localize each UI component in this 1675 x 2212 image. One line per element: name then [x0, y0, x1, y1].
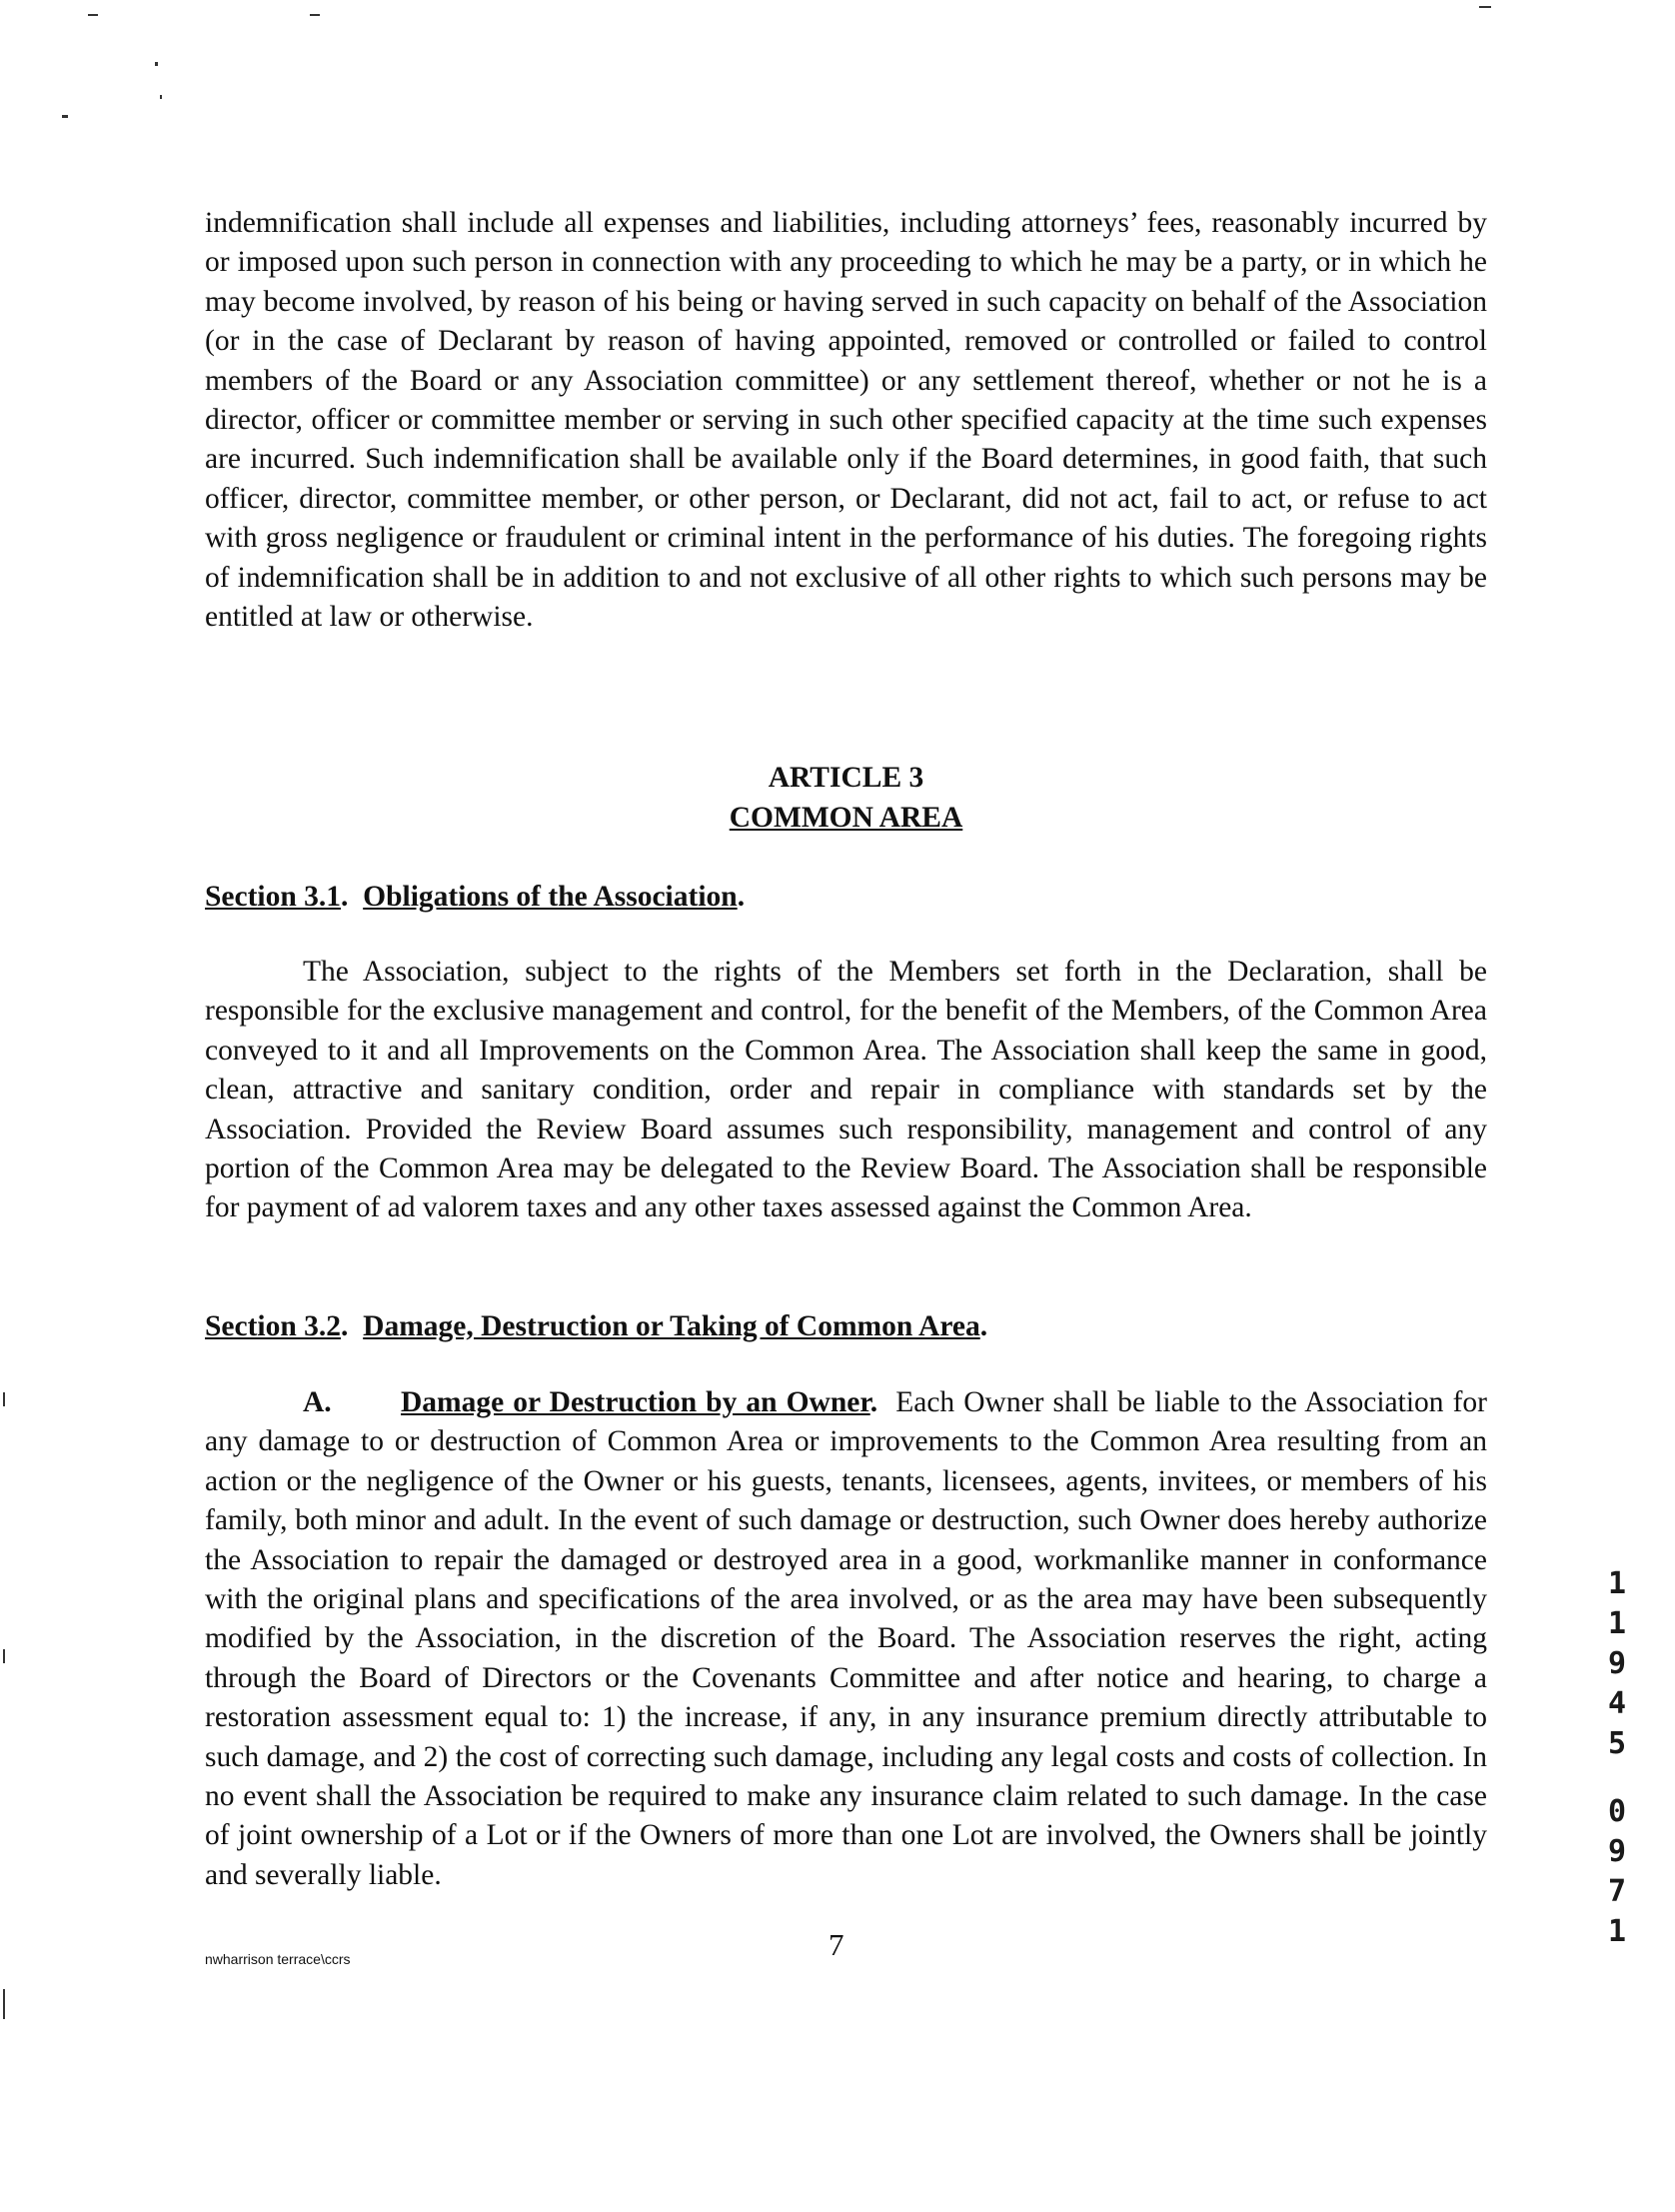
article-heading	[205, 758, 1487, 838]
scan-speck	[155, 62, 158, 66]
subsection-a-title: Damage or Destruction by an Owner	[401, 1386, 870, 1418]
stamp-digit: 1	[1607, 1606, 1627, 1641]
section-3-2-heading: Section 3.2. Damage, Destruction or Taking of Common Area.	[205, 1310, 988, 1342]
scan-speck	[3, 1392, 5, 1406]
footer-file-path: nwharrison terrace\ccrs	[205, 1951, 351, 1967]
section-3-1-text: The Association, subject to the rights of the Members set forth in the Declaration, shall be responsible for the exclusive management and control, for the benefit of the Members, of the Common Area conveyed to it and all Improvements on the Common Area. The Association shall keep the same in good, clean, attractive and sanitary condition, order and repair in compliance with standards set by the Association. Provided the Review Board assumes such responsibility, management and control of any portion of the Common Area may be delegated to the Review Board. The Association shall be responsible for payment of ad valorem taxes and any other taxes assessed against the Common Area.	[205, 956, 1487, 1224]
stamp-digit: 1	[1607, 1566, 1627, 1601]
stamp-digit: 9	[1607, 1834, 1627, 1869]
article-number: ARTICLE 3	[768, 762, 924, 794]
section-3-2-label: Section 3.2	[205, 1310, 342, 1342]
stamp-digit: 0	[1607, 1794, 1627, 1829]
continued-paragraph-text: indemnification shall include all expenses and liabilities, including attorneys’ fees, reasonably incurred by or imposed upon such person in connection with any proceeding to which he may be a party, or in which he may become involved, by reason of his being or having served in such capacity on behalf of the Association (or in the case of Declarant by reason of having appointed, removed or controlled or failed to control members of the Board or any Association committee) or any settlement thereof, whether or not he is a director, officer or committee member or serving in such other specified capacity at the time such expenses are incurred. Such indemnification shall be available only if the Board determines, in good faith, that such officer, director, committee member, or other person, or Declarant, did not act, fail to act, or refuse to act with gross negligence or fraudulent or criminal intent in the performance of his duties. The foregoing rights of indemnification shall be in addition to and not exclusive of all other rights to which such persons may be entitled at law or otherwise.	[205, 207, 1487, 634]
stamp-digit: 4	[1607, 1686, 1627, 1721]
page-number: 7	[829, 1927, 844, 1962]
continued-paragraph	[205, 204, 1487, 637]
section-3-2-title: Damage, Destruction or Taking of Common Area	[363, 1310, 980, 1342]
section-3-2-a-paragraph: A. Damage or Destruction by an Owner. Each Owner shall be liable to the Association for any damage to or destruction of Common Area or improvements to the Common Area resulting from an action or the negligence of the Owner or his guests, tenants, licensees, agents, invitees, or members of his family, both minor and adult. In the event of such damage or destruction, such Owner does hereby authorize the Association to repair the damaged or destroyed area in a good, workmanlike manner in conformance with the original plans and specifications of the area involved, or as the area may have been subsequently modified by the Association, in the discretion of the Board. The Association reserves the right, acting through the Board of Directors or the Covenants Committee and after notice and hearing, to charge a restoration assessment equal to: 1) the increase, if any, in any insurance premium directly attributable to such damage, and 2) the cost of correcting such damage, including any legal costs and costs of collection. In no event shall the Association be required to make any insurance claim related to such damage. In the case of joint ownership of a Lot or if the Owners of more than one Lot are involved, the Owners shall be jointly and severally liable.	[205, 1383, 1487, 1895]
scan-speck	[88, 14, 98, 16]
stamp-digit: 1	[1607, 1914, 1627, 1949]
scan-speck	[3, 1989, 5, 2019]
scan-speck	[62, 115, 68, 118]
scan-speck	[160, 95, 162, 99]
subsection-letter: A.	[303, 1386, 332, 1418]
stamp-digit: 5	[1607, 1726, 1627, 1761]
scan-speck	[3, 1649, 5, 1663]
margin-stamp	[1602, 1564, 1632, 1952]
section-3-1-label: Section 3.1	[205, 881, 342, 913]
stamp-digit: 7	[1607, 1874, 1627, 1909]
article-title: COMMON AREA	[729, 802, 963, 834]
section-3-1-body	[205, 953, 1487, 1228]
scan-speck	[310, 14, 320, 16]
subsection-a-text: Each Owner shall be liable to the Association for any damage to or destruction of Common Area or improvements to the Common Area resulting from an action or the negligence of the Owner or his guests, tenants, licensees, agents, invitees, or members of his family, both minor and adult. In the event of such damage or destruction, such Owner does hereby authorize the Association to repair the damaged or destroyed area in a good, workmanlike manner in conformance with the original plans and specifications of the area involved, or as the area may have been subsequently modified by the Association, in the discretion of the Board. The Association reserves the right, acting through the Board of Directors or the Covenants Committee and after notice and hearing, to charge a restoration assessment equal to: 1) the increase, if any, in any insurance premium directly attributable to such damage, and 2) the cost of correcting such damage, including any legal costs and costs of collection. In no event shall the Association be required to make any insurance claim related to such damage. In the case of joint ownership of a Lot or if the Owners of more than one Lot are involved, the Owners shall be jointly and severally liable.	[205, 1386, 1487, 1891]
section-3-1-heading: Section 3.1. Obligations of the Association.	[205, 881, 746, 913]
section-3-1-title: Obligations of the Association	[363, 881, 738, 913]
stamp-digit: 9	[1607, 1646, 1627, 1681]
scan-speck	[1479, 6, 1491, 8]
